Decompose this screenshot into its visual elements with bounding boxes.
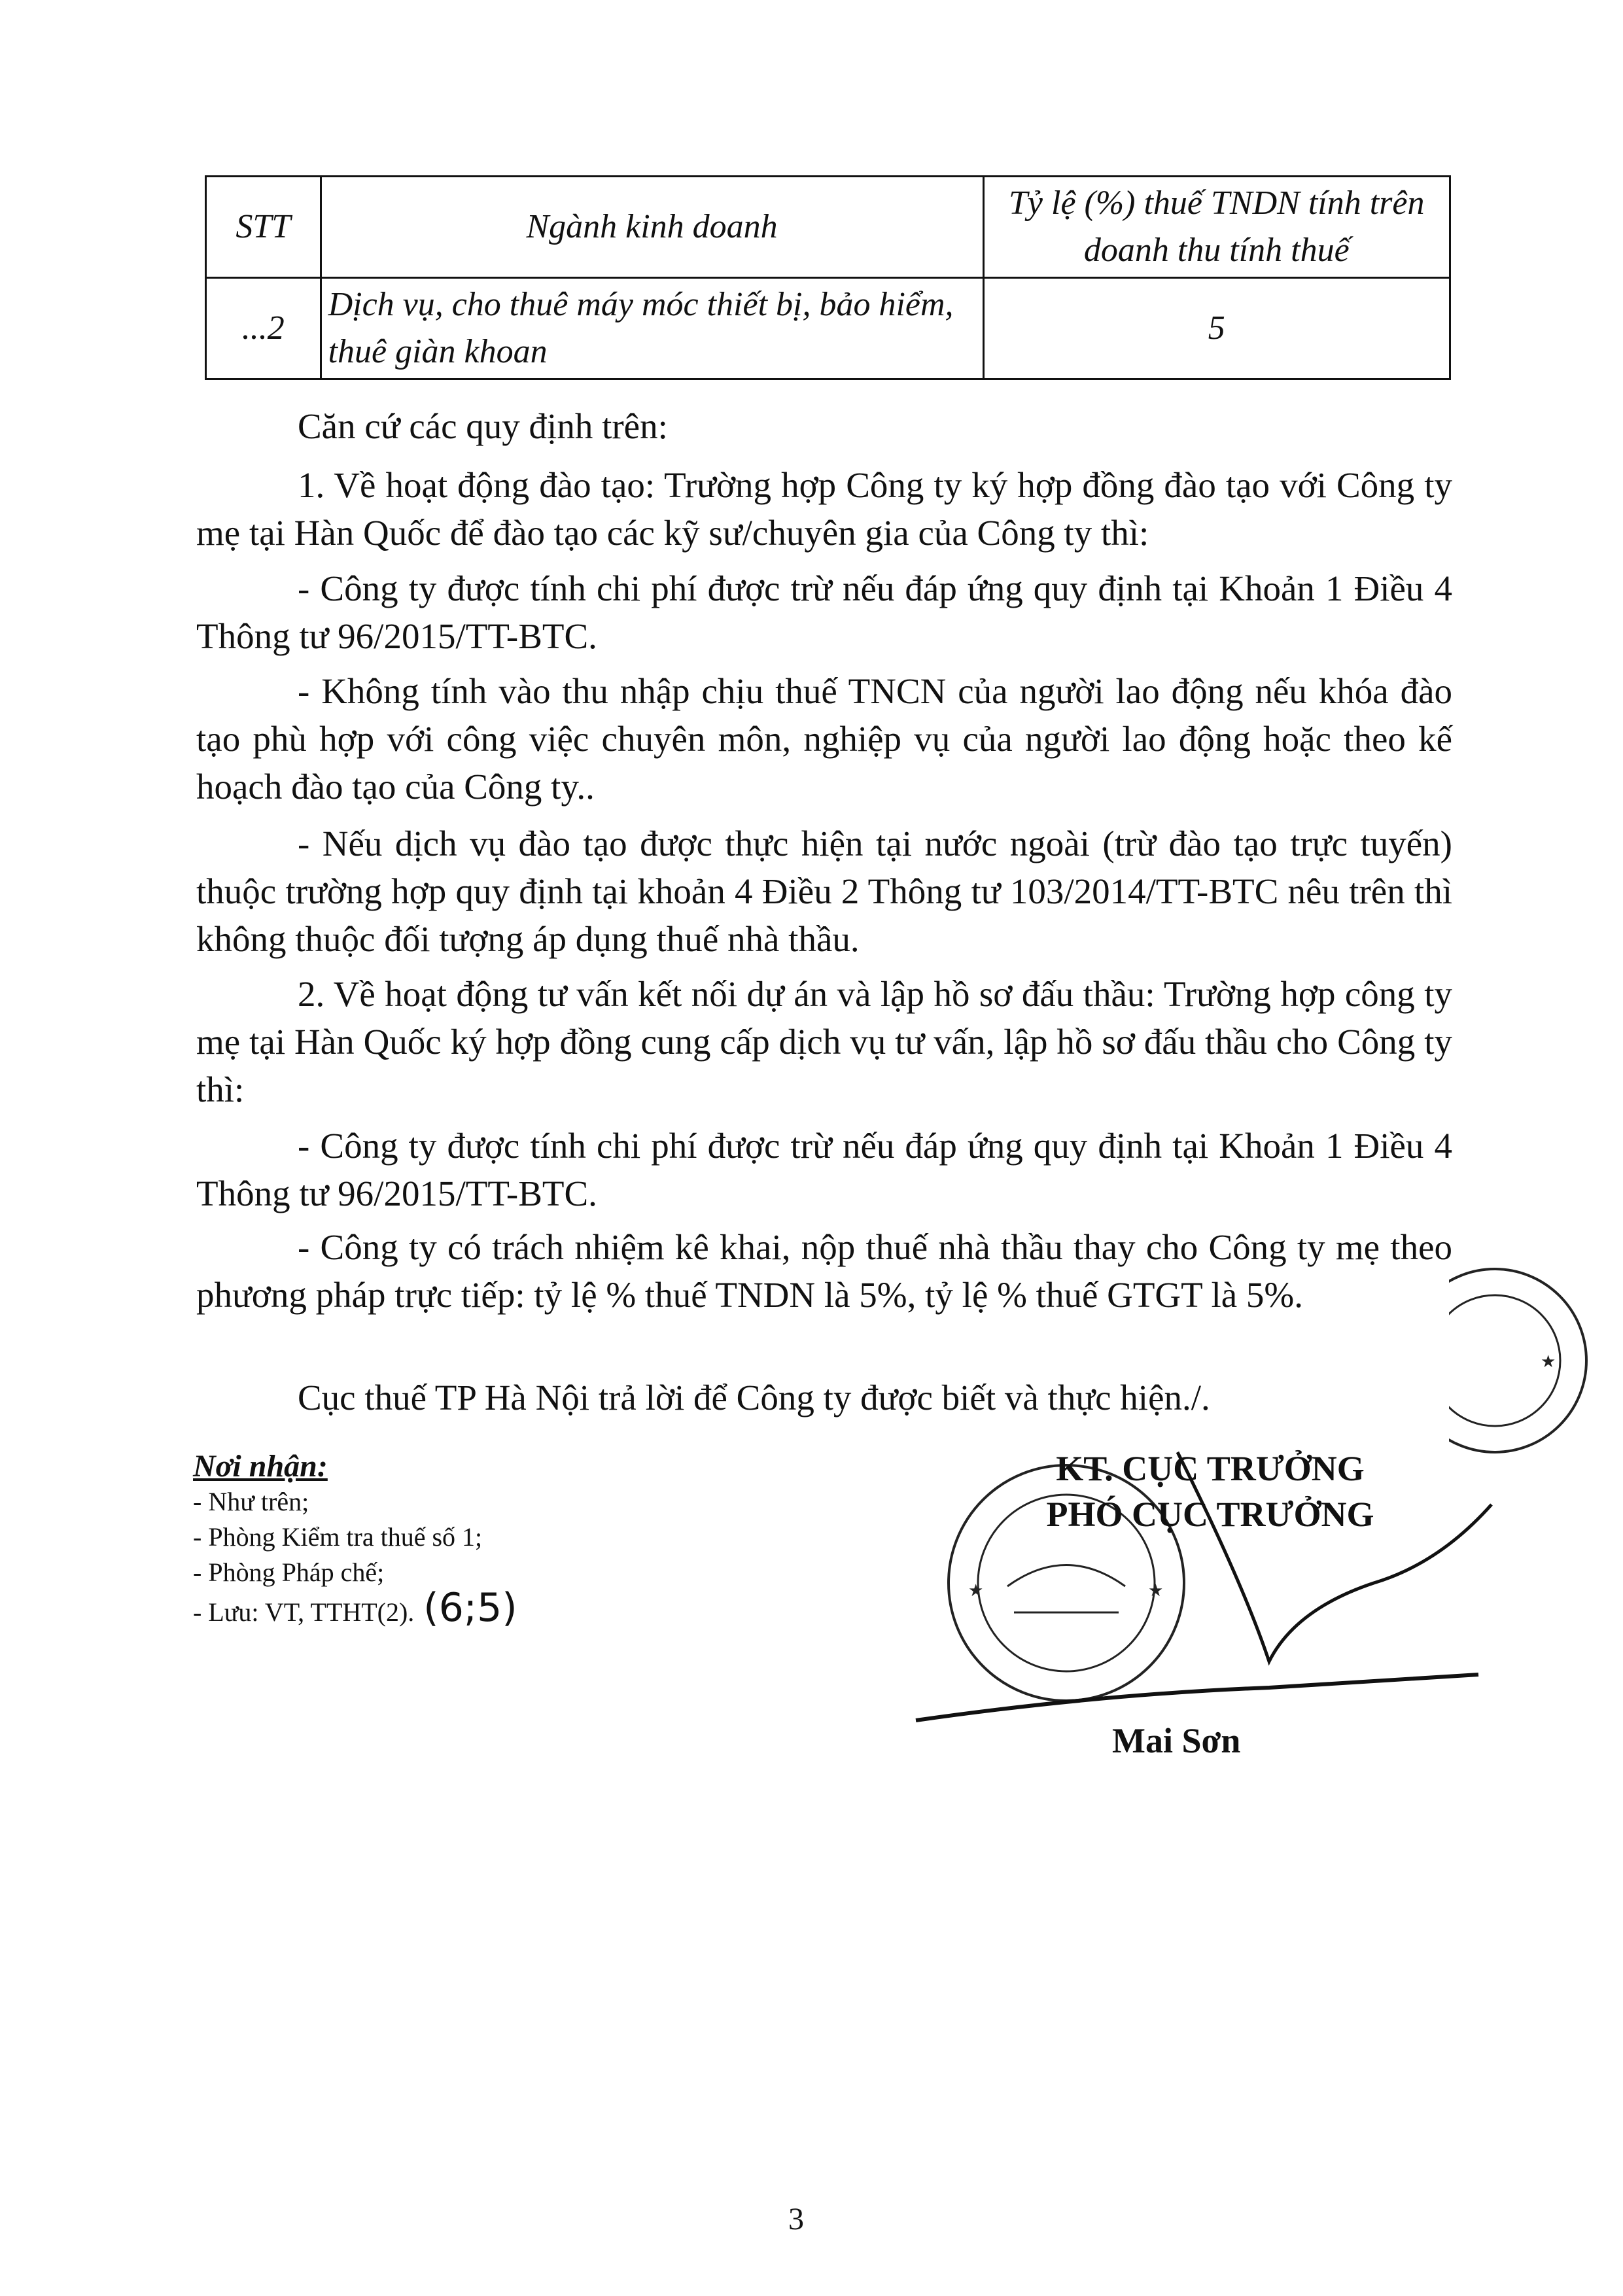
paragraph-tra-loi: Cục thuế TP Hà Nội trả lời để Công ty được biết và thực hiện./.	[298, 1378, 1210, 1418]
recipient-item: - Phòng Kiểm tra thuế số 1;	[193, 1522, 483, 1552]
table-row	[206, 278, 1450, 379]
table-header-row	[206, 177, 1450, 278]
header-nganh: Ngành kinh doanh	[321, 177, 983, 278]
header-stt: STT	[206, 177, 321, 278]
paragraph-can-cu: Căn cứ các quy định trên:	[298, 406, 668, 446]
paragraph-tncn: - Không tính vào thu nhập chịu thuế TNCN của người lao động nếu khóa đào tạo phù hợp với công việc chuyên môn, nghiệp vụ của người lao động hoặc theo kế hoạch đào tạo của Công ty..	[196, 671, 1452, 807]
paragraph-chi-phi-1: - Công ty được tính chi phí được trừ nếu đáp ứng quy định tại Khoản 1 Điều 4 Thông tư 96/2015/TT-BTC.	[196, 568, 1452, 656]
signature-line-2: PHÓ CỤC TRƯỞNG	[1046, 1495, 1374, 1534]
recipients-block	[193, 1449, 517, 1630]
recipient-item: - Phòng Pháp chế;	[193, 1557, 385, 1587]
header-ty-le: Tỷ lệ (%) thuế TNDN tính trên doanh thu tính thuế	[983, 177, 1450, 278]
paragraph-dao-tao: 1. Về hoạt động đào tạo: Trường hợp Công ty ký hợp đồng đào tạo với Công ty mẹ tại Hàn Quốc để đào tạo các kỹ sư/chuyên gia của Công ty thì:	[196, 465, 1452, 553]
cell-ty-le: 5	[983, 278, 1450, 379]
recipient-item: - Lưu: VT, TTHT(2). (6;5)	[193, 1585, 517, 1631]
paragraph-chi-phi-2: - Công ty được tính chi phí được trừ nếu đáp ứng quy định tại Khoản 1 Điều 4 Thông tư 96/2015/TT-BTC.	[196, 1126, 1452, 1213]
paragraph-tu-van: 2. Về hoạt động tư vấn kết nối dự án và lập hồ sơ đấu thầu: Trường hợp công ty mẹ tại Hàn Quốc ký hợp đồng cung cấp dịch vụ tư vấn, lập hồ sơ đấu thầu cho Công ty thì:	[196, 974, 1452, 1109]
recipients-title: Nơi nhận:	[193, 1449, 328, 1484]
svg-text:★: ★	[1148, 1581, 1164, 1601]
paragraph-ke-khai: - Công ty có trách nhiệm kê khai, nộp thuế nhà thầu thay cho Công ty mẹ theo phương pháp trực tiếp: tỷ lệ % thuế TNDN là 5%, tỷ lệ % thuế GTGT là 5%.	[196, 1227, 1452, 1315]
svg-text:★: ★	[968, 1581, 984, 1601]
recipient-item: - Như trên;	[193, 1487, 309, 1516]
cell-nganh: Dịch vụ, cho thuê máy móc thiết bị, bảo hiểm, thuê giàn khoan	[321, 278, 983, 379]
signature-scribble-icon	[903, 1413, 1524, 1753]
page-number: 3	[788, 2202, 804, 2236]
signer-name: Mai Sơn	[1112, 1721, 1241, 1760]
signature-line-1: KT. CỤC TRƯỞNG	[1056, 1449, 1365, 1488]
cell-stt: ...2	[206, 278, 321, 379]
tax-rate-table	[205, 175, 1451, 380]
paragraph-nha-thau: - Nếu dịch vụ đào tạo được thực hiện tại nước ngoài (trừ đào tạo trực tuyến) thuộc trường hợp quy định tại khoản 4 Điều 2 Thông tư 103/2014/TT-BTC nêu trên thì không thuộc đối tượng áp dụng thuế nhà thầu.	[196, 824, 1452, 959]
svg-text:★: ★	[1541, 1352, 1556, 1372]
handwritten-note: (6;5)	[423, 1585, 517, 1631]
